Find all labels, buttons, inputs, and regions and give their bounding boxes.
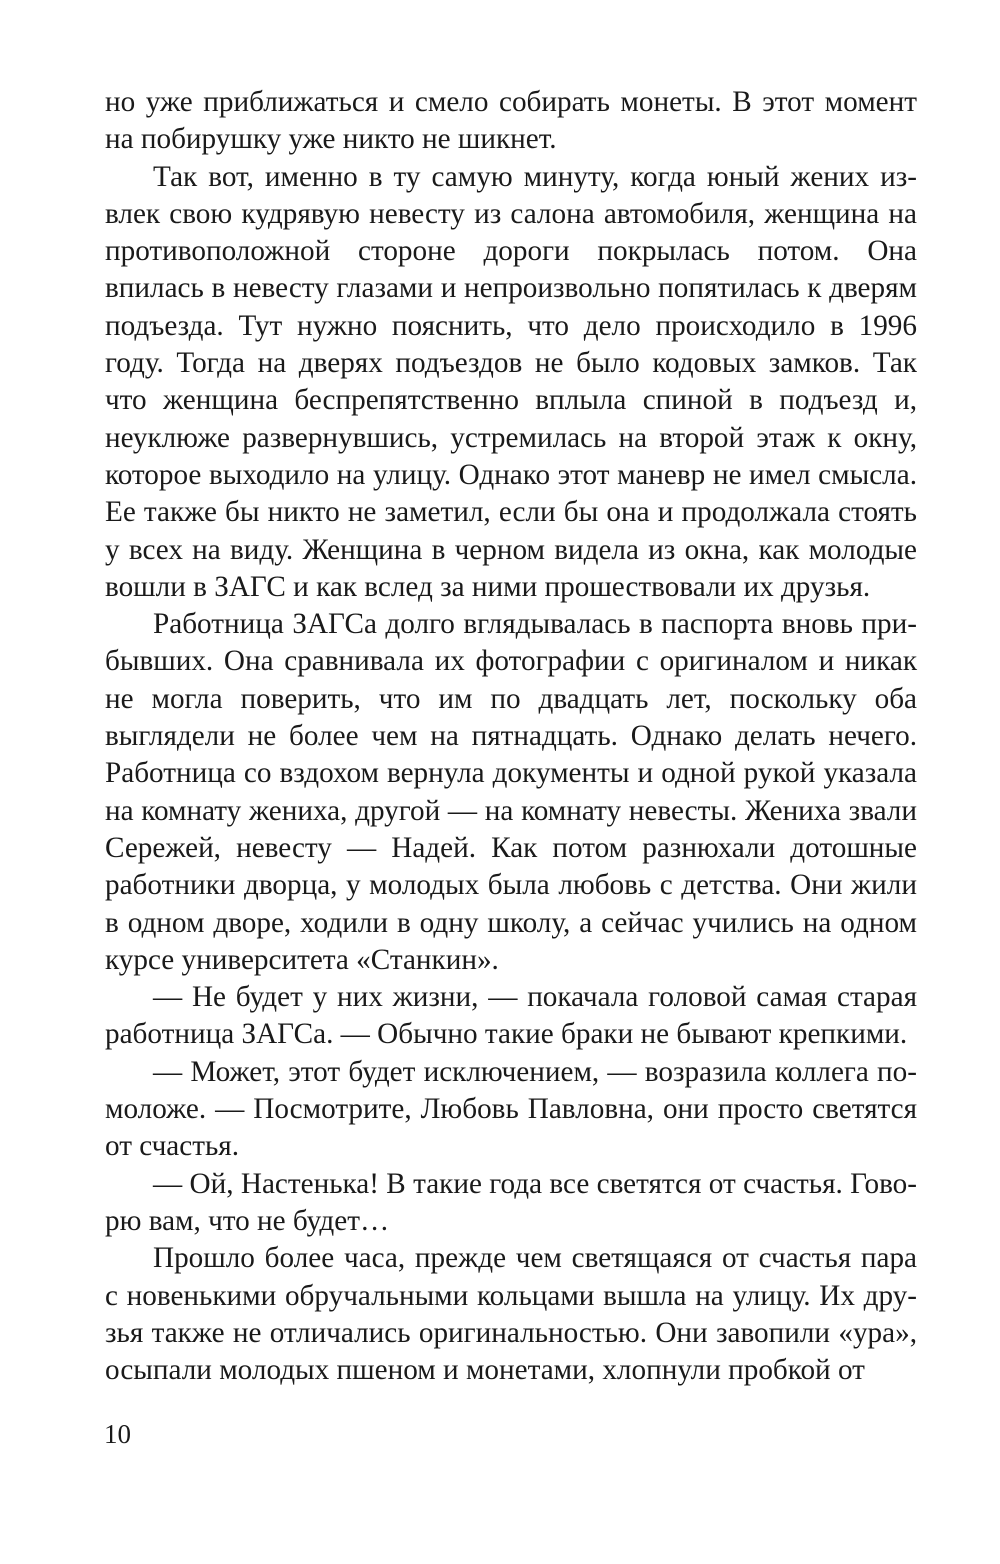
paragraph-woman-watching: Так вот, именно в ту самую минуту, когда юный жених извлек свою кудрявую невесту из салона автомобиля, женщина на противоположной стороне дороги покрылась потом. Она впилась в невесту глазами и непроизвольно попятилась к дверям подъезда. Тут нужно пояснить, что дело происходило в 1996 году. Тогда на дверях подъездов не было кодовых замков. Так что женщина беспрепятственно вплыла спиной в подъезд и, неуклюже развернувшись, устремилась на второй этаж к окну, которое выходило на улицу. Однако этот маневр не имел смысла. Ее также бы никто не заметил, если бы она и продолжала стоять у всех на виду. Женщина в черном видела из окна, как молодые вошли в ЗАГС и как вслед за ними прошествовали их друзья. bbox=[105, 160, 917, 603]
paragraph-registry-clerk: Работница ЗАГСа долго вглядывалась в паспорта вновь прибывших. Она сравнивала их фотографии с оригиналом и никак не могла поверить, что им по двадцать лет, поскольку оба выглядели не более чем на пятнадцать. Однако делать нечего. Работница со вздохом вернула документы и одной рукой указала на комнату жениха, другой — на комнату невесты. Жениха звали Сережей, невесту — Надей. Как потом разнюхали дотошные работники дворца, у молодых была любовь с детства. Они жили в одном дворе, ходили в одну школу, а сейчас учились на одном курсе университета «Станкин». bbox=[105, 608, 917, 976]
dialogue-line-reply: — Ой, Настенька! В такие года все светятся от счастья. Говорю вам, что не будет… bbox=[105, 1167, 917, 1237]
page-number: 10 bbox=[104, 1419, 131, 1449]
dialogue-line-young-colleague: — Может, этот будет исключением, — возразила коллега помоложе. — Посмотрите, Любовь Павловна, они просто светятся от счастья. bbox=[105, 1055, 917, 1163]
paragraph-continuation: но уже приближаться и смело собирать монеты. В этот момент на побирушку уже никто не шикнет. bbox=[105, 86, 917, 156]
paragraph-couple-exit: Прошло более часа, прежде чем светящаяся от счастья пара с новенькими обручальными кольцами вышла на улицу. Их друзья также не отличались оригинальностью. Они завопили «ура», осыпали молодых пшеном и монетами, хлопнули пробкой от bbox=[105, 1242, 917, 1387]
dialogue-line-old-clerk: — Не будет у них жизни, — покачала головой самая старая работница ЗАГСа. — Обычно такие браки не бывают крепкими. bbox=[105, 981, 917, 1051]
page-body-text bbox=[105, 84, 917, 1389]
